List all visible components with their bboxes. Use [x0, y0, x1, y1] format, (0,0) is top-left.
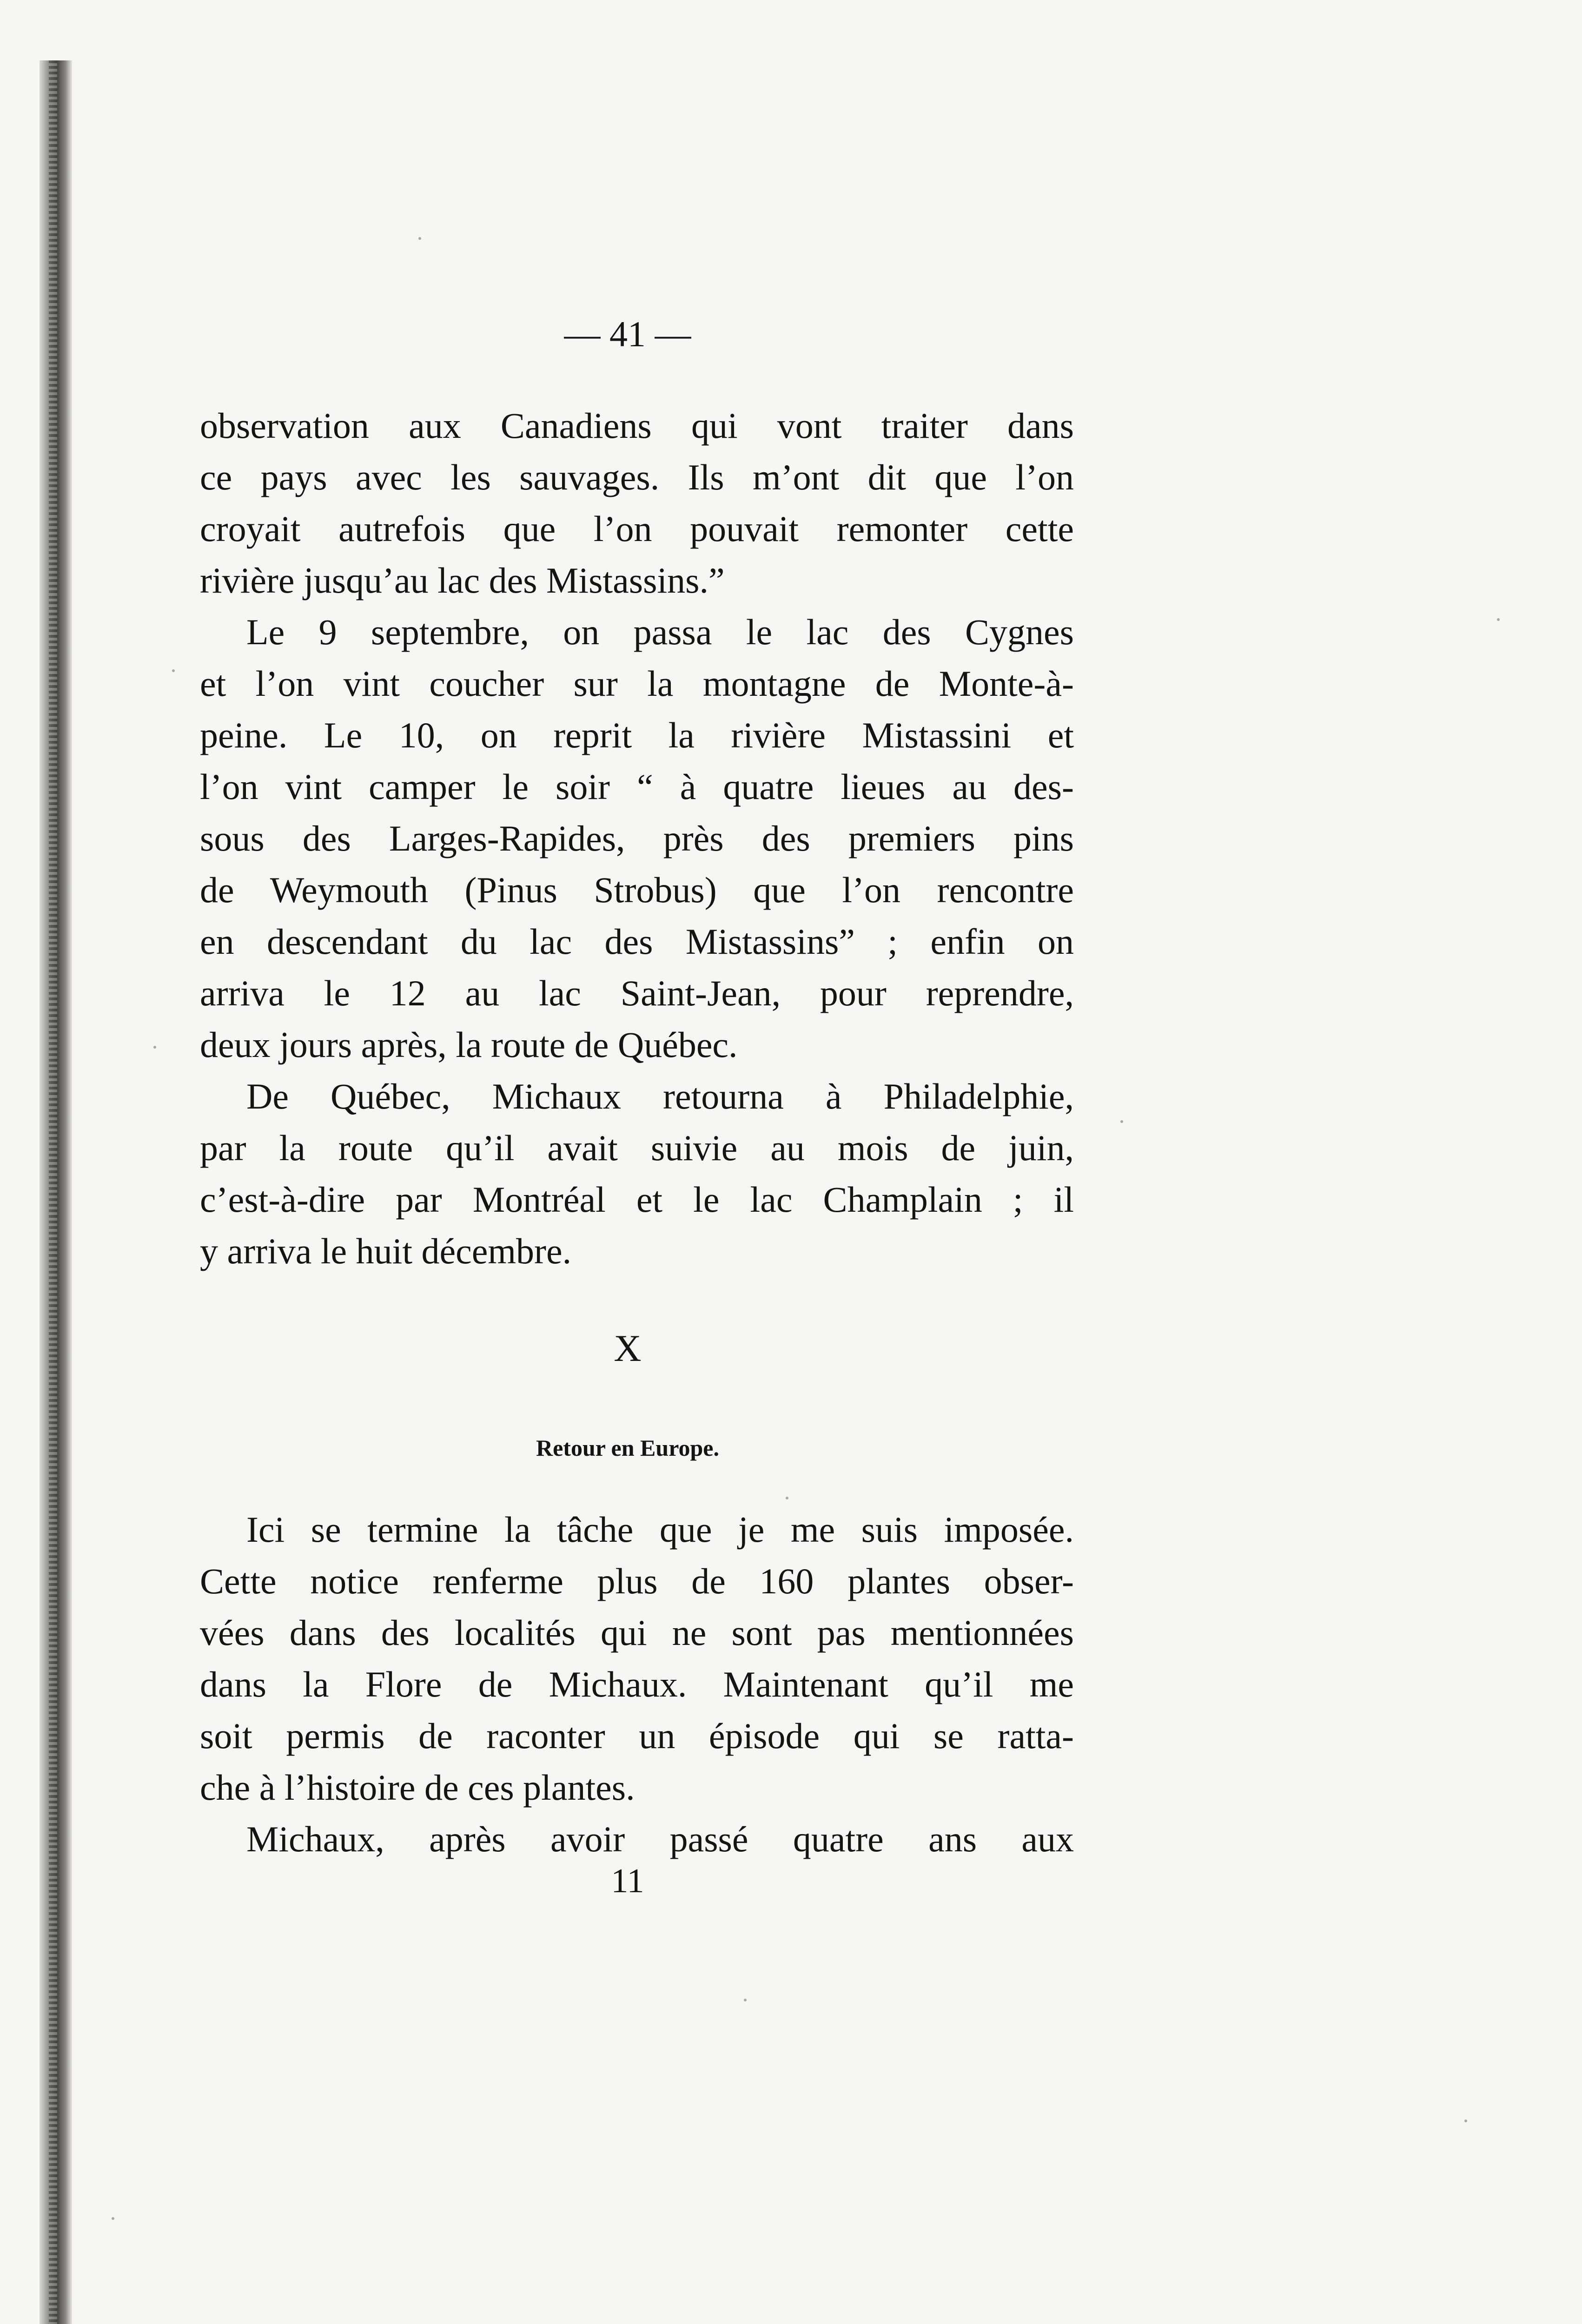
page-header: — 41 —	[564, 314, 691, 354]
body-text-top	[200, 400, 1074, 1277]
line: Michaux, après avoir passé quatre ans aux	[246, 1819, 1074, 1859]
paper-speck	[172, 669, 175, 672]
signature-mark: 11	[611, 1862, 644, 1900]
line: l’on vint camper le soir “ à quatre lieues au des-	[200, 766, 1074, 807]
line: sous des Larges-Rapides, près des premiers pins	[200, 818, 1074, 858]
line: soit permis de raconter un épisode qui se ratta-	[200, 1716, 1074, 1756]
paper-speck	[1497, 618, 1500, 621]
line: peine. Le 10, on reprit la rivière Mistassini et	[200, 715, 1074, 755]
binding-edge	[40, 60, 72, 2324]
paragraph-2	[200, 606, 1074, 658]
paper-speck	[418, 237, 421, 240]
line: vées dans des localités qui ne sont pas mentionnées	[200, 1612, 1074, 1653]
line: Le 9 septembre, on passa le lac des Cygnes	[246, 612, 1074, 652]
line: che à l’histoire de ces plantes.	[200, 1767, 635, 1808]
paragraph-3-body	[200, 1122, 1074, 1225]
paper-speck	[153, 1046, 156, 1049]
line: observation aux Canadiens qui vont traiter dans	[200, 405, 1074, 446]
line: c’est-à-dire par Montréal et le lac Champlain ; il	[200, 1179, 1074, 1220]
body-text-bottom	[200, 1504, 1074, 1865]
paper-speck	[1120, 1120, 1123, 1123]
paragraph-4	[200, 1504, 1074, 1555]
paper-speck	[112, 2217, 114, 2220]
line: dans la Flore de Michaux. Maintenant qu’il me	[200, 1664, 1074, 1704]
line: et l’on vint coucher sur la montagne de Monte-à-	[200, 663, 1074, 704]
section-number: X	[614, 1327, 642, 1369]
line: Ici se termine la tâche que je me suis imposée.	[246, 1509, 1074, 1550]
paragraph-2-end	[200, 1019, 1074, 1070]
line: croyait autrefois que l’on pouvait remonter cette	[200, 508, 1074, 549]
line: y arriva le huit décembre.	[200, 1231, 572, 1271]
line: De Québec, Michaux retourna à Philadelphie,	[246, 1076, 1074, 1116]
paragraph-2-body	[200, 658, 1074, 1019]
line: rivière jusqu’au lac des Mistassins.”	[200, 560, 725, 601]
paragraph-4-body	[200, 1555, 1074, 1762]
line: arriva le 12 au lac Saint-Jean, pour reprendre,	[200, 973, 1074, 1013]
paragraph-5	[200, 1813, 1074, 1865]
paper-speck	[1464, 2119, 1467, 2122]
paragraph-3-end	[200, 1225, 1074, 1277]
paragraph-1-end	[200, 555, 1074, 606]
line: Cette notice renferme plus de 160 plantes obser-	[200, 1561, 1074, 1601]
paragraph-1	[200, 400, 1074, 555]
section-title: Retour en Europe.	[536, 1435, 719, 1461]
line: de Weymouth (Pinus Strobus) que l’on rencontre	[200, 870, 1074, 910]
paper-speck	[744, 1999, 747, 2001]
line: par la route qu’il avait suivie au mois de juin,	[200, 1128, 1074, 1168]
paragraph-3	[200, 1070, 1074, 1122]
line: en descendant du lac des Mistassins” ; enfin on	[200, 921, 1074, 962]
line: deux jours après, la route de Québec.	[200, 1024, 738, 1065]
line: ce pays avec les sauvages. Ils m’ont dit que l’on	[200, 457, 1074, 497]
paper-speck	[786, 1497, 788, 1499]
paragraph-4-end	[200, 1762, 1074, 1813]
